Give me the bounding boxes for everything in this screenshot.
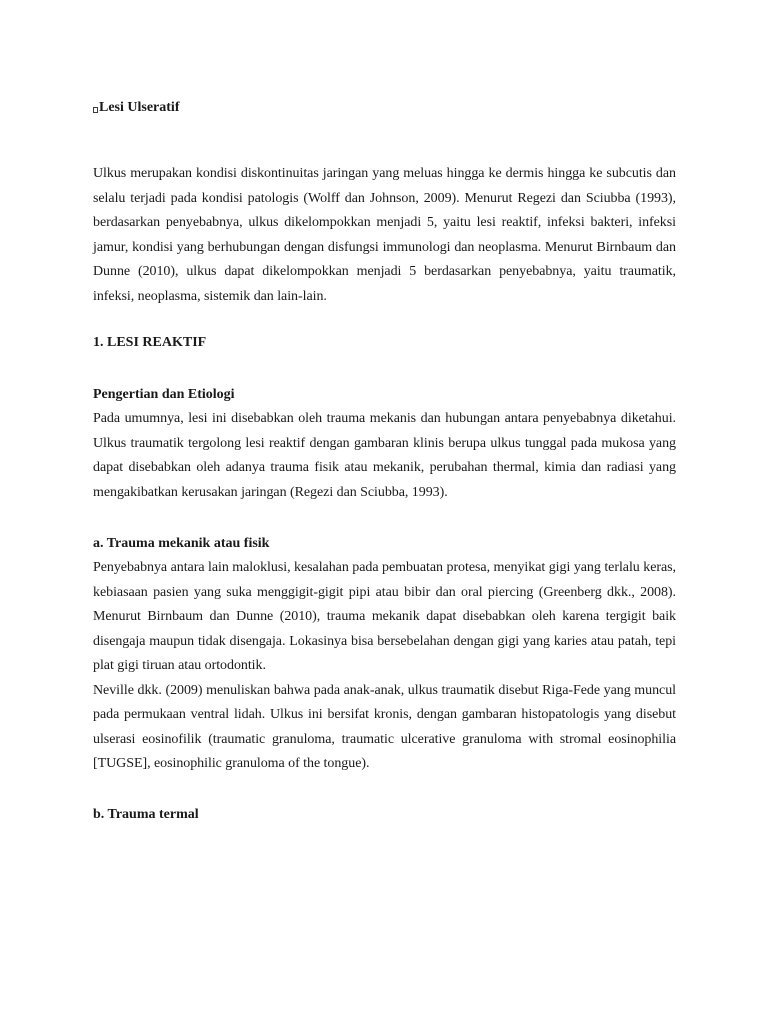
etiology-paragraph: Pada umumnya, lesi ini disebabkan oleh trauma mekanis dan hubungan antara penyebabnya diketahui. Ulkus traumatik tergolong lesi reaktif dengan gambaran klinis berupa ulkus tunggal pada mukosa yang dapat disebabkan oleh adanya trauma fisik atau mekanik, perubahan thermal, kimia dan radiasi yang mengakibatkan kerusakan jaringan (Regezi dan Sciubba, 1993). (93, 411, 676, 500)
trauma-mekanik-paragraph: Penyebabnya antara lain maloklusi, kesalahan pada pembuatan protesa, menyikat gigi yang terlalu keras, kebiasaan pasien yang suka menggigit-gigit pipi atau bibir dan oral piercing (Greenberg dkk., 2008). Menurut Birnbaum dan Dunne (2010), trauma mekanik dapat disebabkan oleh karena tergigit baik disengaja maupun tidak disengaja. Lokasinya bisa bersebelahan dengan gigi yang karies atau patah, tepi plat gigi tiruan atau ortodontik. (93, 560, 676, 673)
subheading-trauma-termal: b. Trauma termal (93, 806, 199, 822)
title-row (93, 96, 676, 120)
intro-paragraph: Ulkus merupakan kondisi diskontinuitas jaringan yang meluas hingga ke dermis hingga ke subcutis dan selalu terjadi pada kondisi patologis (Wolff dan Johnson, 2009). Menurut Regezi dan Sciubba (1993), berdasarkan penyebabnya, ulkus dikelompokkan menjadi 5, yaitu lesi reaktif, infeksi bakteri, infeksi jamur, kondisi yang berhubungan dengan disfungsi immunologi dan neoplasma. Menurut Birnbaum dan Dunne (2010), ulkus dapat dikelompokkan menjadi 5 berdasarkan penyebabnya, yaitu traumatik, infeksi, neoplasma, sistemik dan lain-lain. (93, 166, 676, 304)
subheading-pengertian-etiologi: Pengertian dan Etiologi (93, 387, 235, 402)
neville-paragraph: Neville dkk. (2009) menuliskan bahwa pada anak-anak, ulkus traumatik disebut Riga-Fede yang muncul pada permukaan ventral lidah. Ulkus ini bersifat kronis, dengan gambaran histopatologis yang disebut ulserasi eosinofilik (traumatic granuloma, traumatic ulcerative granuloma with stromal eosinophilia [TUGSE], eosinophilic granuloma of the tongue). (93, 682, 676, 771)
anchor-marker-icon (93, 107, 98, 113)
subheading-trauma-mekanik: a. Trauma mekanik atau fisik (93, 536, 270, 551)
section-heading-lesi-reaktif: 1. LESI REAKTIF (93, 335, 207, 350)
document-page (93, 96, 676, 827)
document-title: Lesi Ulseratif (99, 100, 180, 115)
